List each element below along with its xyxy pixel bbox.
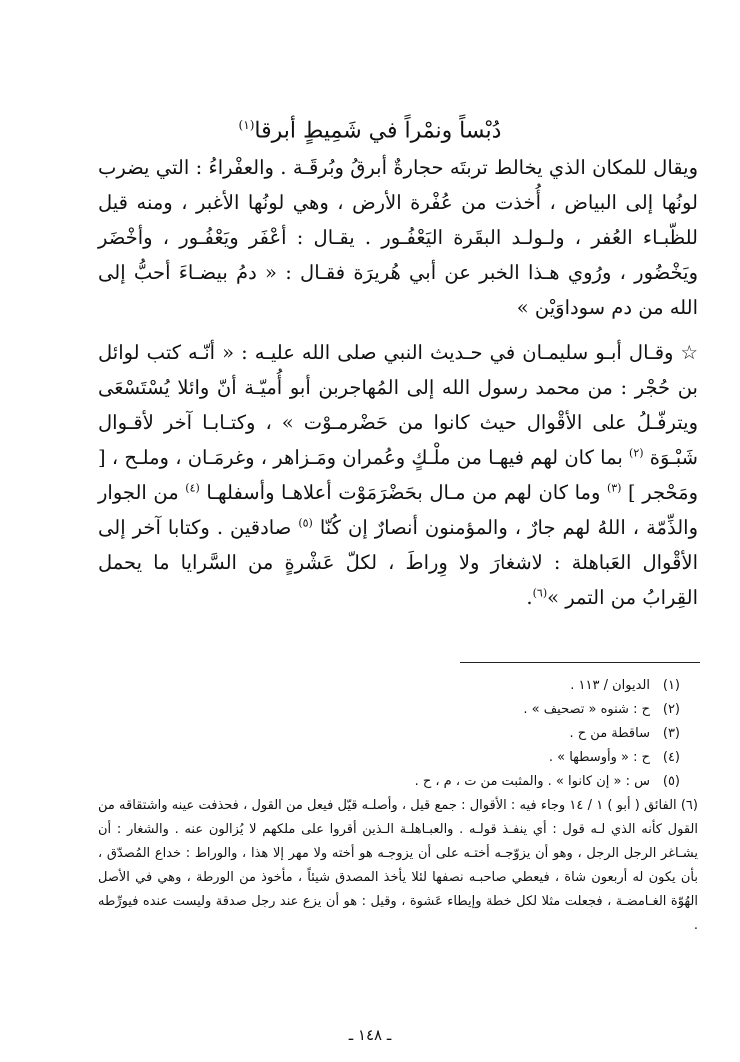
- footnote-4: [98, 746, 698, 770]
- paragraph-2-part: صادقين . وكتابا آخر إلى الأقْوال العَباهلة : لاشغارَ ولا وِراطَ ، لكلّ عَشْرةٍ من السَّرايا ما يحمل القِرابُ من التمر »: [98, 516, 698, 609]
- main-text: [98, 150, 698, 615]
- footnote-number: (٣): [662, 726, 680, 741]
- paragraph-2-part: وما كان لهم من مـال بحَضْرَمَوْت أعلاهـا وأسفلهـا: [206, 481, 601, 504]
- paragraph-1: ويقال للمكان الذي يخالط تربتَه حجارةٌ أبرقُ وبُرقَـة . والعفْراءُ : التي يضرب لونُها إلى البياض ، أُخذت من عُفْرة الأرض ، وهي لونُها الأغبر ، ومنه قيل للظّبـاء العُفر ، ولـولـد البقَرة اليَعْفُـور . يقـال : أعْفَر ويَعْفُـور ، وأخْضَر ويَخْضُور ، ورُوي هـذا الخبر عن أبي هُريرَة فقـال : « دمُ بيضـاءَ أحبُّ إلى الله من دم سوداوَيْن »: [98, 156, 698, 319]
- footnote-6: [98, 794, 698, 938]
- verse-text: دُبْساً ونمْراً في شَمِيطٍ أبرقا: [254, 118, 502, 144]
- footnote-text: ح : شنوه « تصحيف » .: [523, 702, 650, 717]
- footnote-marker: (٣): [606, 481, 622, 495]
- footnote-number: (١): [662, 678, 680, 693]
- footnote-marker: (٢): [629, 446, 644, 460]
- footnote-3: [98, 722, 698, 746]
- footnote-number: (٢): [662, 702, 680, 717]
- footnote-2: [98, 698, 698, 722]
- footnote-number: (٤): [662, 750, 680, 765]
- paragraph-2-part: ☆ وقـال أبـو سليمـان في حـديث النبي صلى الله عليـه : « أنّـه كتب لوائل بن حُجْر : من محمد رسول الله إلى المُهاجربن أبو أُميّـة أنّ وائلا يُسْتَسْعَى ويترفّـلُ على الأقْوال حيث كانوا من حَضْرمـوْت » ، وكتـابـا آخر لأقـوال شَبْـوَة: [98, 341, 698, 469]
- footnote-divider: [460, 662, 700, 663]
- paragraph-2: [98, 335, 698, 615]
- footnote-number: (٦): [680, 798, 698, 813]
- footnote-marker: (٤): [185, 481, 200, 495]
- footnote-text: الديوان / ١١٣ .: [570, 678, 650, 693]
- footnote-text: س : « إن كانوا » . والمثبت من ت ، م ، ح .: [414, 774, 650, 789]
- verse-line: [0, 108, 740, 148]
- paragraph-2-part: .: [526, 586, 533, 609]
- footnote-marker: (٦): [532, 586, 548, 600]
- paragraph-2-part: بما كان لهم فيهـا من ملْـكٍ وعُمران ومَـزاهر ، وغرمَـان ، وملـح ، [ ومَحْجر ]: [98, 446, 698, 504]
- page-number: ـ ١٤٨ ـ: [348, 1026, 392, 1044]
- footnote-5: [98, 770, 698, 794]
- footnote-number: (٥): [662, 774, 680, 789]
- footnote-marker: (١): [238, 118, 255, 132]
- paragraph-2-part: من الجوار والذِّمّة ، اللهُ لهم جارٌ ، والمؤمنون أنصارٌ إن كُنّا: [98, 481, 698, 539]
- footnote-text: الفائق ( أبو ) ١ / ١٤ وجاء فيه : الأقوال : جمع قيل ، وأصلـه قيّل فيعل من القول ، فحذفت عينه واشتقاقه من القول كأنه الذي لـه قول : أي ينفـذ قولـه . والعبـاهلـة الـذين أقروا على ملكهم لا يُزالون عنه . والشغار : أن يشـاغر الرجل الرجل ، وهو أن يزوّجـه أختـه على أن يزوجـه هو أخته ولا مهر إلا هذا ، والوراط : خداع المُصدّق ، بأن يكون له أربعون شاة ، فيعطي صاحبـه نصفها لئلا يأخذ المصدق شيئاً ، مأخوذ من الورطة ، وهي في الأصل الهُوّة الغـامضـة ، فجعلت مثلا لكل خطة وإيطاء عَشوة ، وقيل : هو أن يزع عند رجل صدقة وليست عنده فيورِّطه .: [98, 798, 698, 933]
- footnote-1: [98, 674, 698, 698]
- footnotes: [98, 674, 698, 938]
- footnote-text: ساقطة من ح .: [569, 726, 650, 741]
- footnote-text: ح : « وأوسطها » .: [548, 750, 650, 765]
- footnote-marker: (٥): [298, 516, 313, 530]
